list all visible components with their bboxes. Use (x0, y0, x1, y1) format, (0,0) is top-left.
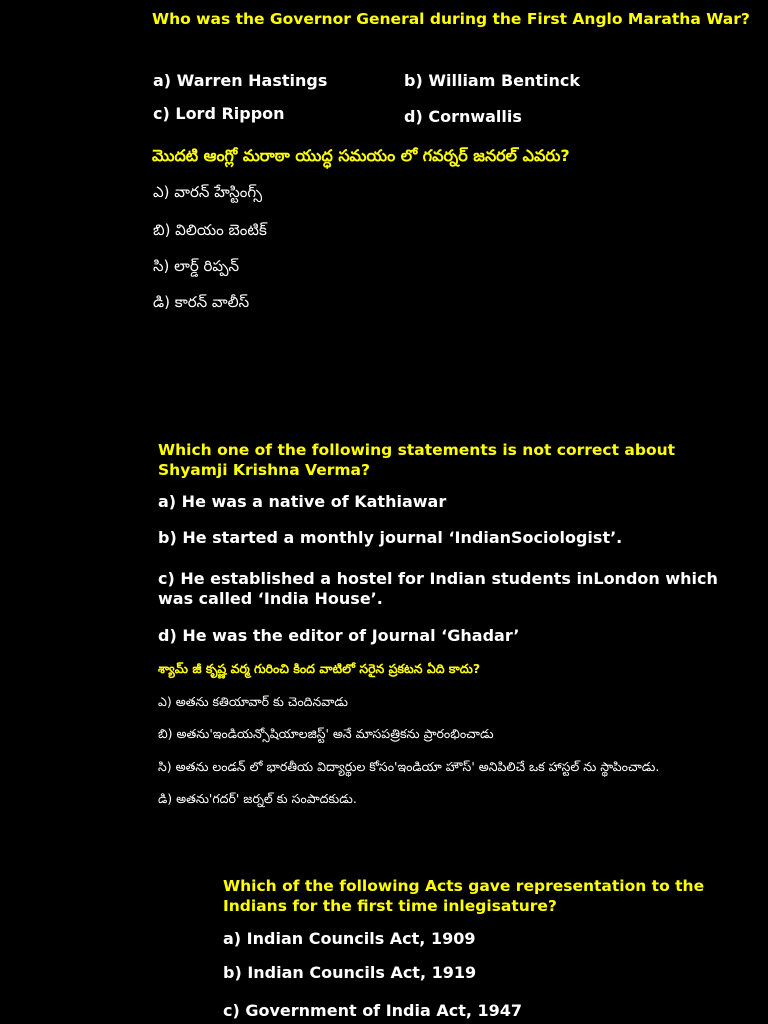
q3-option-a: a) Indian Councils Act, 1909 (223, 929, 476, 948)
q3-option-c: c) Government of India Act, 1947 (223, 1001, 523, 1020)
q3-question-en: Which of the following Acts gave representation to the Indians for the first time inlegisature? (223, 877, 705, 915)
q1-option-c: c) Lord Rippon (153, 104, 285, 123)
q2-question-te: శ్యామ్ జీ కృష్ణ వర్మ గురించి కింద వాటిలో సరైన ప్రకటన ఏది కాదు? (158, 661, 481, 676)
q2-te-option-c: సి) అతను లండన్ లో భారతీయ విద్యార్థుల కోసం'ఇండియా హౌస్' అనిపిలిచే ఒక హాస్టల్ ను స్థాపించాడు. (158, 759, 660, 774)
q1-te-option-a: ఎ) వారన్ హేస్టింగ్స్ (153, 183, 263, 201)
q2-option-c: c) He established a hostel for Indian students inLondon which was called ‘India House’. (158, 569, 718, 608)
q1-option-d: d) Cornwallis (404, 107, 522, 126)
q2-option-d: d) He was the editor of Journal ‘Ghadar’ (158, 626, 520, 645)
q1-option-a: a) Warren Hastings (153, 71, 328, 90)
q1-te-option-c: సి) లార్డ్ రిప్పన్ (153, 257, 240, 275)
q2-option-b: b) He started a monthly journal ‘IndianSociologist’. (158, 528, 623, 547)
q2-option-a: a) He was a native of Kathiawar (158, 492, 447, 511)
q2-question-en: Which one of the following statements is not correct about Shyamji Krishna Verma? (158, 441, 676, 479)
q2-te-option-d: డి) అతను'గదర్' జర్నల్ కు సంపాదకుడు. (158, 791, 357, 806)
q3-option-b: b) Indian Councils Act, 1919 (223, 963, 477, 982)
q1-question-te: మొదటి ఆంగ్లో మరాఠా యుద్ధ సమయం లో గవర్నర్ జనరల్ ఎవరు? (152, 146, 570, 165)
q1-question-en: Who was the Governor General during the First Anglo Maratha War? (152, 10, 750, 28)
q1-te-option-b: బి) విలియం బెంటిక్ (153, 221, 267, 239)
q2-te-option-a: ఎ) అతను కతియావార్ కు చెందినవాడు (158, 694, 348, 709)
q2-te-option-b: బి) అతను'ఇండియన్సోషియాలజిస్ట్' అనే మాసపత్రికను ప్రారంభించాడు (158, 726, 494, 741)
q1-option-b: b) William Bentinck (404, 71, 581, 90)
q1-te-option-d: డి) కారన్ వాలీస్ (153, 293, 250, 311)
